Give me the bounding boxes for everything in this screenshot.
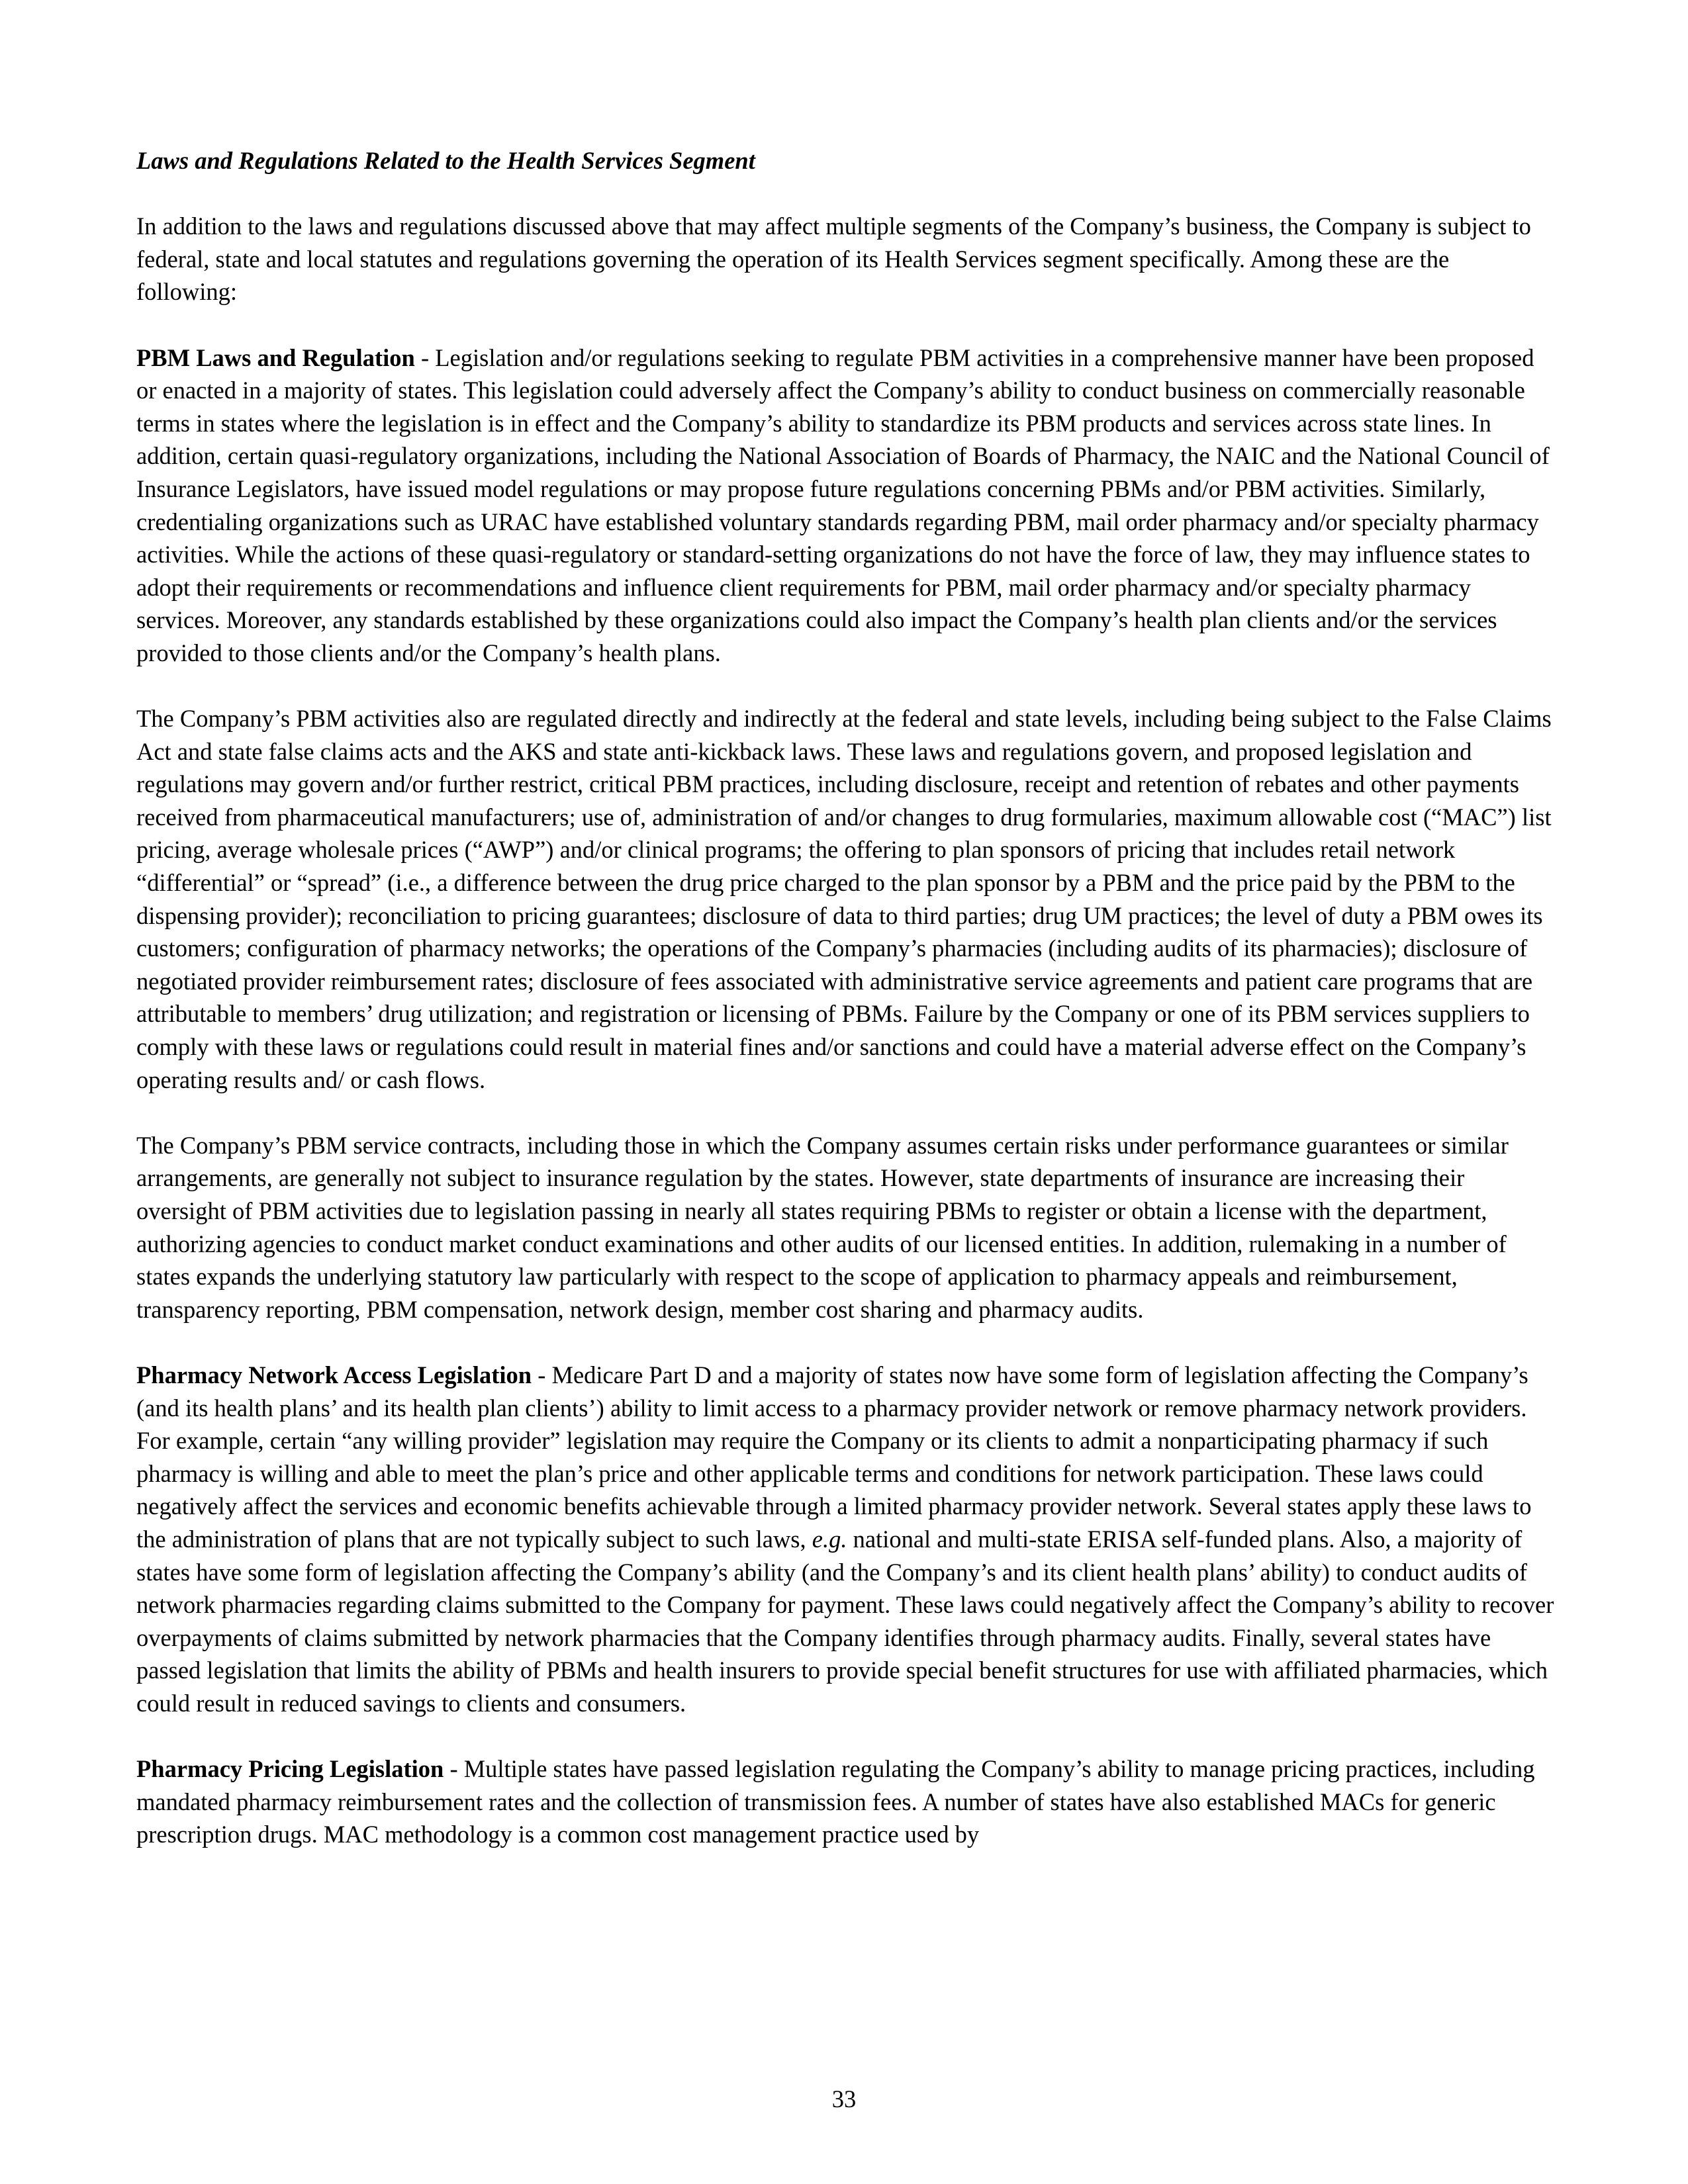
network-access-paragraph (136, 1359, 1554, 1720)
pricing-title: Pharmacy Pricing Legislation (136, 1755, 444, 1783)
pbm-laws-title: PBM Laws and Regulation (136, 343, 415, 371)
pbm-laws-paragraph (136, 341, 1554, 670)
section-heading: Laws and Regulations Related to the Health Services Segment (136, 147, 755, 174)
pbm-contracts-paragraph: The Company’s PBM service contracts, including those in which the Company assumes certain risks under performance guarantees or similar arrangements, are generally not subject to insurance regulation by the states. However, state departments of insurance are increasing their oversight of PBM activities due to legislation passing in nearly all states requiring PBMs to register or obtain a license with the department, authorizing agencies to conduct market conduct examinations and other audits of our licensed entities. In addition, rulemaking in a number of states expands the underlying statutory law particularly with respect to the scope of application to pharmacy appeals and reimbursement, transparency reporting, PBM compensation, network design, member cost sharing and pharmacy audits. (136, 1131, 1509, 1323)
pbm-activities-paragraph: The Company’s PBM activities also are regulated directly and indirectly at the federal and state levels, including being subject to the False Claims Act and state false claims acts and the AKS and state anti-kickback laws. These laws and regulations govern, and proposed legislation and regulations may govern and/or further restrict, critical PBM practices, including disclosure, receipt and retention of rebates and other payments received from pharmaceutical manufacturers; use of, administration of and/or changes to drug formularies, maximum allowable cost (“MAC”) list pricing, average wholesale prices (“AWP”) and/or clinical programs; the offering to plan sponsors of pricing that includes retail network “differential” or “spread” (i.e., a difference between the drug price charged to the plan sponsor by a PBM and the price paid by the PBM to the dispensing provider); reconciliation to pricing guarantees; disclosure of data to third parties; drug UM practices; the level of duty a PBM owes its customers; configuration of pharmacy networks; the operations of the Company’s pharmacies (including audits of its pharmacies); disclosure of negotiated provider reimbursement rates; disclosure of fees associated with administrative service agreements and patient care programs that are attributable to members’ drug utilization; and registration or licensing of PBMs. Failure by the Company or one of its PBM services suppliers to comply with these laws or regulations could result in material fines and/or sanctions and could have a material adverse effect on the Company’s operating results and/ or cash flows. (136, 705, 1552, 1093)
network-access-emphasis: e.g. (812, 1525, 847, 1553)
pricing-text: - Multiple states have passed legislation regulating the Company’s ability to manage pricing practices, including mandated pharmacy reimbursement rates and the collection of transmission fees. A number of states have also established MACs for generic prescription drugs. MAC methodology is a common cost management practice used by (136, 1755, 1535, 1848)
pbm-laws-text: - Legislation and/or regulations seeking to regulate PBM activities in a comprehensive manner have been proposed or enacted in a majority of states. This legislation could adversely affect the Company’s ability to conduct business on commercially reasonable terms in states where the legislation is in effect and the Company’s ability to standardize its PBM products and services across state lines. In addition, certain quasi-regulatory organizations, including the National Association of Boards of Pharmacy, the NAIC and the National Council of Insurance Legislators, have issued model regulations or may propose future regulations concerning PBMs and/or PBM activities. Similarly, credentialing organizations such as URAC have established voluntary standards regarding PBM, mail order pharmacy and/or specialty pharmacy activities. While the actions of these quasi-regulatory or standard-setting organizations do not have the force of law, they may influence states to adopt their requirements or recommendations and influence client requirements for PBM, mail order pharmacy and/or specialty pharmacy services. Moreover, any standards established by these organizations could also impact the Company’s health plan clients and/or the services provided to those clients and/or the Company’s health plans. (136, 343, 1550, 666)
pricing-paragraph (136, 1752, 1554, 1851)
document-page (136, 144, 1554, 1884)
network-access-title: Pharmacy Network Access Legislation (136, 1361, 532, 1388)
intro-paragraph: In addition to the laws and regulations discussed above that may affect multiple segments of the Company’s business, the Company is subject to federal, state and local statutes and regulations governing the operation of its Health Services segment specifically. Among these are the following: (136, 212, 1531, 306)
page-number: 33 (831, 2085, 857, 2113)
network-access-text-before: - Medicare Part D and a majority of states now have some form of legislation affecting the Company’s (and its health plans’ and its health plan clients’) ability to limit access to a pharmacy provider network or remove pharmacy network providers. For example, certain “any willing provider” legislation may require the Company or its clients to admit a nonparticipating pharmacy if such pharmacy is willing and able to meet the plan’s price and other applicable terms and conditions for network participation. These laws could negatively affect the services and economic benefits achievable through a limited pharmacy provider network. Several states apply these laws to the administration of plans that are not typically subject to such laws, (136, 1361, 1532, 1553)
network-access-text-after: national and multi-state ERISA self-funded plans. Also, a majority of states have some form of legislation affecting the Company’s ability (and the Company’s and its client health plans’ ability) to conduct audits of network pharmacies regarding claims submitted to the Company for payment. These laws could negatively affect the Company’s ability to recover overpayments of claims submitted by network pharmacies that the Company identifies through pharmacy audits. Finally, several states have passed legislation that limits the ability of PBMs and health insurers to provide special benefit structures for use with affiliated pharmacies, which could result in reduced savings to clients and consumers. (136, 1525, 1554, 1717)
